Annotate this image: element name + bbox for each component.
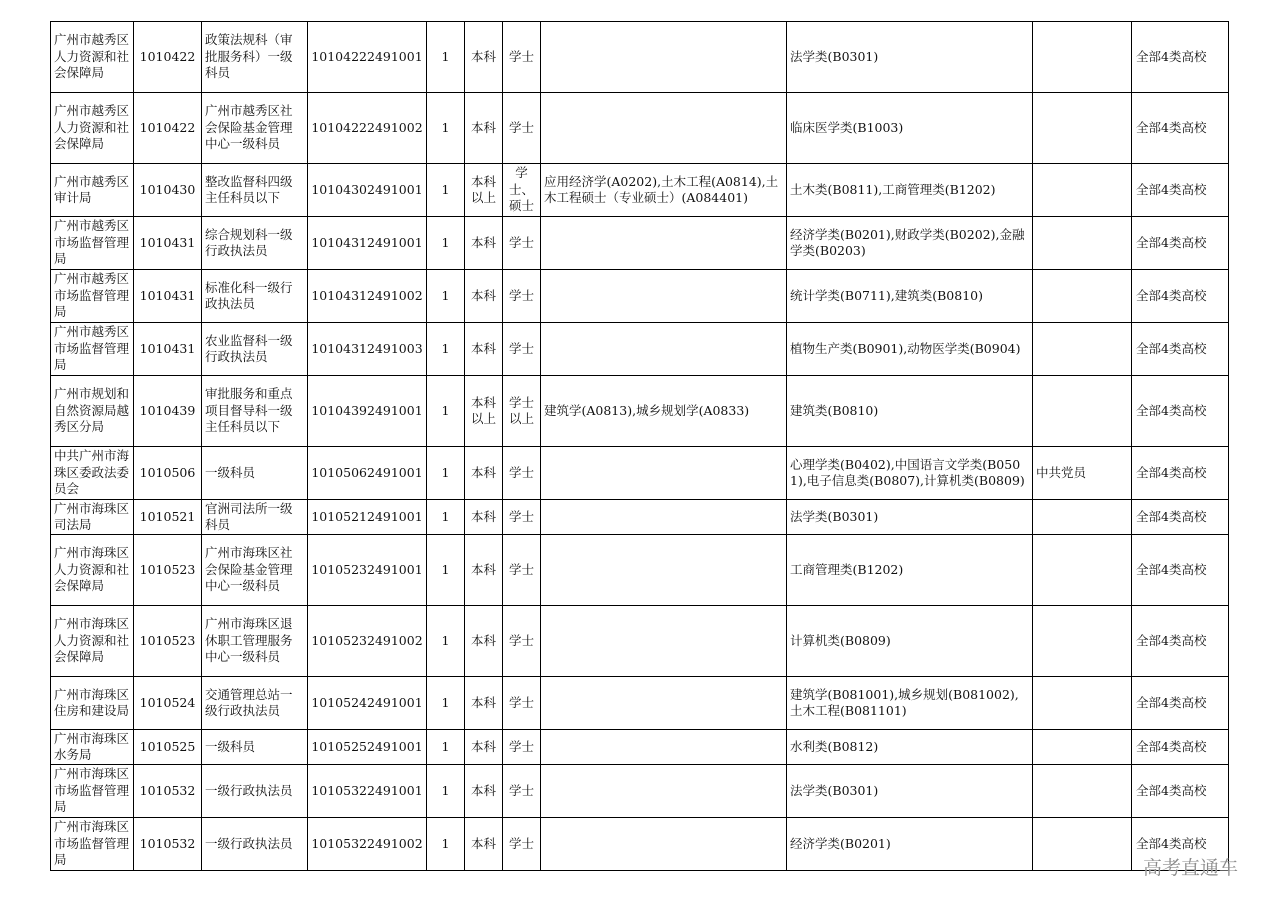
- undergraduate-major-cell: 建筑类(B0810): [787, 376, 1033, 447]
- table-body: [51, 22, 1229, 871]
- unit-code-cell: 1010523: [134, 535, 202, 606]
- undergraduate-major-cell: 统计学类(B0711),建筑类(B0810): [787, 270, 1033, 323]
- other-requirement-cell: [1033, 93, 1132, 164]
- education-cell: 本科: [465, 217, 503, 270]
- other-requirement-cell: [1033, 270, 1132, 323]
- position-code-cell: 10104222491002: [308, 93, 427, 164]
- other-requirement-cell: [1033, 323, 1132, 376]
- undergraduate-major-cell: 土木类(B0811),工商管理类(B1202): [787, 164, 1033, 217]
- unit-cell: 广州市越秀区人力资源和社会保障局: [51, 93, 134, 164]
- other-requirement-cell: [1033, 217, 1132, 270]
- undergraduate-major-cell: 心理学类(B0402),中国语言文学类(B0501),电子信息类(B0807),计算机类(B0809): [787, 447, 1033, 500]
- table-row: [51, 93, 1229, 164]
- watermark: 高考直通车: [1143, 857, 1239, 879]
- table-row: [51, 535, 1229, 606]
- position-code-cell: 10104302491001: [308, 164, 427, 217]
- unit-cell: 中共广州市海珠区委政法委员会: [51, 447, 134, 500]
- school-type-cell: 全部4类高校: [1132, 606, 1229, 677]
- school-type-cell: 全部4类高校: [1132, 376, 1229, 447]
- education-cell: 本科: [465, 500, 503, 535]
- school-type-cell: 全部4类高校: [1132, 93, 1229, 164]
- unit-cell: 广州市越秀区市场监督管理局: [51, 217, 134, 270]
- graduate-major-cell: [541, 447, 787, 500]
- headcount-cell: 1: [427, 270, 465, 323]
- graduate-major-cell: [541, 270, 787, 323]
- unit-code-cell: 1010430: [134, 164, 202, 217]
- headcount-cell: 1: [427, 217, 465, 270]
- unit-code-cell: 1010431: [134, 270, 202, 323]
- table-row: [51, 164, 1229, 217]
- unit-code-cell: 1010422: [134, 93, 202, 164]
- table-row: [51, 270, 1229, 323]
- position-cell: 整改监督科四级主任科员以下: [202, 164, 308, 217]
- position-cell: 官洲司法所一级科员: [202, 500, 308, 535]
- unit-cell: 广州市海珠区住房和建设局: [51, 677, 134, 730]
- graduate-major-cell: [541, 606, 787, 677]
- degree-cell: 学士: [503, 93, 541, 164]
- headcount-cell: 1: [427, 323, 465, 376]
- position-code-cell: 10104312491002: [308, 270, 427, 323]
- other-requirement-cell: [1033, 818, 1132, 871]
- other-requirement-cell: [1033, 535, 1132, 606]
- undergraduate-major-cell: 植物生产类(B0901),动物医学类(B0904): [787, 323, 1033, 376]
- unit-cell: 广州市海珠区人力资源和社会保障局: [51, 535, 134, 606]
- education-cell: 本科: [465, 447, 503, 500]
- undergraduate-major-cell: 法学类(B0301): [787, 500, 1033, 535]
- position-code-cell: 10105252491001: [308, 730, 427, 765]
- school-type-cell: 全部4类高校: [1132, 500, 1229, 535]
- headcount-cell: 1: [427, 500, 465, 535]
- headcount-cell: 1: [427, 22, 465, 93]
- unit-code-cell: 1010422: [134, 22, 202, 93]
- table-row: [51, 323, 1229, 376]
- headcount-cell: 1: [427, 447, 465, 500]
- graduate-major-cell: [541, 500, 787, 535]
- education-cell: 本科: [465, 677, 503, 730]
- school-type-cell: 全部4类高校: [1132, 535, 1229, 606]
- undergraduate-major-cell: 工商管理类(B1202): [787, 535, 1033, 606]
- degree-cell: 学士: [503, 677, 541, 730]
- unit-cell: 广州市海珠区水务局: [51, 730, 134, 765]
- other-requirement-cell: [1033, 606, 1132, 677]
- degree-cell: 学士: [503, 535, 541, 606]
- headcount-cell: 1: [427, 535, 465, 606]
- education-cell: 本科: [465, 730, 503, 765]
- unit-code-cell: 1010439: [134, 376, 202, 447]
- unit-cell: 广州市越秀区市场监督管理局: [51, 323, 134, 376]
- undergraduate-major-cell: 计算机类(B0809): [787, 606, 1033, 677]
- table-row: [51, 217, 1229, 270]
- degree-cell: 学士: [503, 500, 541, 535]
- undergraduate-major-cell: 建筑学(B081001),城乡规划(B081002),土木工程(B081101): [787, 677, 1033, 730]
- position-code-cell: 10105322491002: [308, 818, 427, 871]
- unit-code-cell: 1010524: [134, 677, 202, 730]
- headcount-cell: 1: [427, 730, 465, 765]
- table-row: [51, 765, 1229, 818]
- other-requirement-cell: [1033, 22, 1132, 93]
- degree-cell: 学士: [503, 818, 541, 871]
- unit-code-cell: 1010521: [134, 500, 202, 535]
- position-cell: 标准化科一级行政执法员: [202, 270, 308, 323]
- unit-code-cell: 1010525: [134, 730, 202, 765]
- table-row: [51, 447, 1229, 500]
- position-cell: 政策法规科（审批服务科）一级科员: [202, 22, 308, 93]
- degree-cell: 学士: [503, 270, 541, 323]
- degree-cell: 学士: [503, 22, 541, 93]
- school-type-cell: 全部4类高校: [1132, 447, 1229, 500]
- school-type-cell: 全部4类高校: [1132, 323, 1229, 376]
- education-cell: 本科以上: [465, 164, 503, 217]
- other-requirement-cell: [1033, 677, 1132, 730]
- school-type-cell: 全部4类高校: [1132, 217, 1229, 270]
- position-code-cell: 10105232491001: [308, 535, 427, 606]
- school-type-cell: 全部4类高校: [1132, 765, 1229, 818]
- unit-code-cell: 1010506: [134, 447, 202, 500]
- education-cell: 本科: [465, 22, 503, 93]
- education-cell: 本科: [465, 818, 503, 871]
- undergraduate-major-cell: 法学类(B0301): [787, 765, 1033, 818]
- degree-cell: 学士: [503, 323, 541, 376]
- unit-code-cell: 1010532: [134, 765, 202, 818]
- position-code-cell: 10104222491001: [308, 22, 427, 93]
- position-code-cell: 10105232491002: [308, 606, 427, 677]
- headcount-cell: 1: [427, 677, 465, 730]
- graduate-major-cell: [541, 217, 787, 270]
- education-cell: 本科: [465, 606, 503, 677]
- position-code-cell: 10105212491001: [308, 500, 427, 535]
- other-requirement-cell: 中共党员: [1033, 447, 1132, 500]
- school-type-cell: 全部4类高校: [1132, 164, 1229, 217]
- headcount-cell: 1: [427, 164, 465, 217]
- position-cell: 一级行政执法员: [202, 818, 308, 871]
- position-cell: 一级科员: [202, 730, 308, 765]
- position-cell: 交通管理总站一级行政执法员: [202, 677, 308, 730]
- position-code-cell: 10104392491001: [308, 376, 427, 447]
- degree-cell: 学士、硕士: [503, 164, 541, 217]
- other-requirement-cell: [1033, 765, 1132, 818]
- other-requirement-cell: [1033, 376, 1132, 447]
- headcount-cell: 1: [427, 93, 465, 164]
- position-code-cell: 10104312491003: [308, 323, 427, 376]
- graduate-major-cell: [541, 535, 787, 606]
- graduate-major-cell: [541, 765, 787, 818]
- undergraduate-major-cell: 法学类(B0301): [787, 22, 1033, 93]
- education-cell: 本科: [465, 93, 503, 164]
- education-cell: 本科以上: [465, 376, 503, 447]
- table-row: [51, 677, 1229, 730]
- table-row: [51, 730, 1229, 765]
- other-requirement-cell: [1033, 730, 1132, 765]
- unit-cell: 广州市海珠区市场监督管理局: [51, 765, 134, 818]
- graduate-major-cell: [541, 93, 787, 164]
- graduate-major-cell: 应用经济学(A0202),土木工程(A0814),土木工程硕士（专业硕士）(A084401): [541, 164, 787, 217]
- position-cell: 广州市海珠区退休职工管理服务中心一级科员: [202, 606, 308, 677]
- unit-cell: 广州市越秀区市场监督管理局: [51, 270, 134, 323]
- position-code-cell: 10105322491001: [308, 765, 427, 818]
- other-requirement-cell: [1033, 164, 1132, 217]
- position-cell: 综合规划科一级行政执法员: [202, 217, 308, 270]
- graduate-major-cell: [541, 677, 787, 730]
- recruitment-table: [50, 21, 1229, 871]
- degree-cell: 学士: [503, 217, 541, 270]
- position-cell: 一级科员: [202, 447, 308, 500]
- unit-cell: 广州市海珠区司法局: [51, 500, 134, 535]
- unit-code-cell: 1010523: [134, 606, 202, 677]
- degree-cell: 学士: [503, 765, 541, 818]
- unit-code-cell: 1010431: [134, 323, 202, 376]
- degree-cell: 学士: [503, 606, 541, 677]
- education-cell: 本科: [465, 270, 503, 323]
- graduate-major-cell: [541, 818, 787, 871]
- undergraduate-major-cell: 经济学类(B0201),财政学类(B0202),金融学类(B0203): [787, 217, 1033, 270]
- education-cell: 本科: [465, 323, 503, 376]
- position-cell: 农业监督科一级行政执法员: [202, 323, 308, 376]
- table-row: [51, 818, 1229, 871]
- table-row: [51, 22, 1229, 93]
- position-code-cell: 10105062491001: [308, 447, 427, 500]
- school-type-cell: 全部4类高校: [1132, 677, 1229, 730]
- position-cell: 一级行政执法员: [202, 765, 308, 818]
- unit-cell: 广州市越秀区人力资源和社会保障局: [51, 22, 134, 93]
- position-code-cell: 10105242491001: [308, 677, 427, 730]
- school-type-cell: 全部4类高校: [1132, 818, 1229, 871]
- education-cell: 本科: [465, 765, 503, 818]
- headcount-cell: 1: [427, 606, 465, 677]
- headcount-cell: 1: [427, 376, 465, 447]
- position-cell: 广州市越秀区社会保险基金管理中心一级科员: [202, 93, 308, 164]
- graduate-major-cell: [541, 730, 787, 765]
- degree-cell: 学士: [503, 730, 541, 765]
- unit-cell: 广州市海珠区市场监督管理局: [51, 818, 134, 871]
- degree-cell: 学士以上: [503, 376, 541, 447]
- school-type-cell: 全部4类高校: [1132, 270, 1229, 323]
- school-type-cell: 全部4类高校: [1132, 22, 1229, 93]
- other-requirement-cell: [1033, 500, 1132, 535]
- unit-cell: 广州市规划和自然资源局越秀区分局: [51, 376, 134, 447]
- undergraduate-major-cell: 经济学类(B0201): [787, 818, 1033, 871]
- unit-cell: 广州市越秀区审计局: [51, 164, 134, 217]
- unit-code-cell: 1010431: [134, 217, 202, 270]
- graduate-major-cell: [541, 323, 787, 376]
- graduate-major-cell: 建筑学(A0813),城乡规划学(A0833): [541, 376, 787, 447]
- position-cell: 广州市海珠区社会保险基金管理中心一级科员: [202, 535, 308, 606]
- headcount-cell: 1: [427, 818, 465, 871]
- table-row: [51, 606, 1229, 677]
- degree-cell: 学士: [503, 447, 541, 500]
- education-cell: 本科: [465, 535, 503, 606]
- unit-cell: 广州市海珠区人力资源和社会保障局: [51, 606, 134, 677]
- table-row: [51, 500, 1229, 535]
- position-cell: 审批服务和重点项目督导科一级主任科员以下: [202, 376, 308, 447]
- unit-code-cell: 1010532: [134, 818, 202, 871]
- table-row: [51, 376, 1229, 447]
- position-code-cell: 10104312491001: [308, 217, 427, 270]
- school-type-cell: 全部4类高校: [1132, 730, 1229, 765]
- undergraduate-major-cell: 临床医学类(B1003): [787, 93, 1033, 164]
- undergraduate-major-cell: 水利类(B0812): [787, 730, 1033, 765]
- headcount-cell: 1: [427, 765, 465, 818]
- graduate-major-cell: [541, 22, 787, 93]
